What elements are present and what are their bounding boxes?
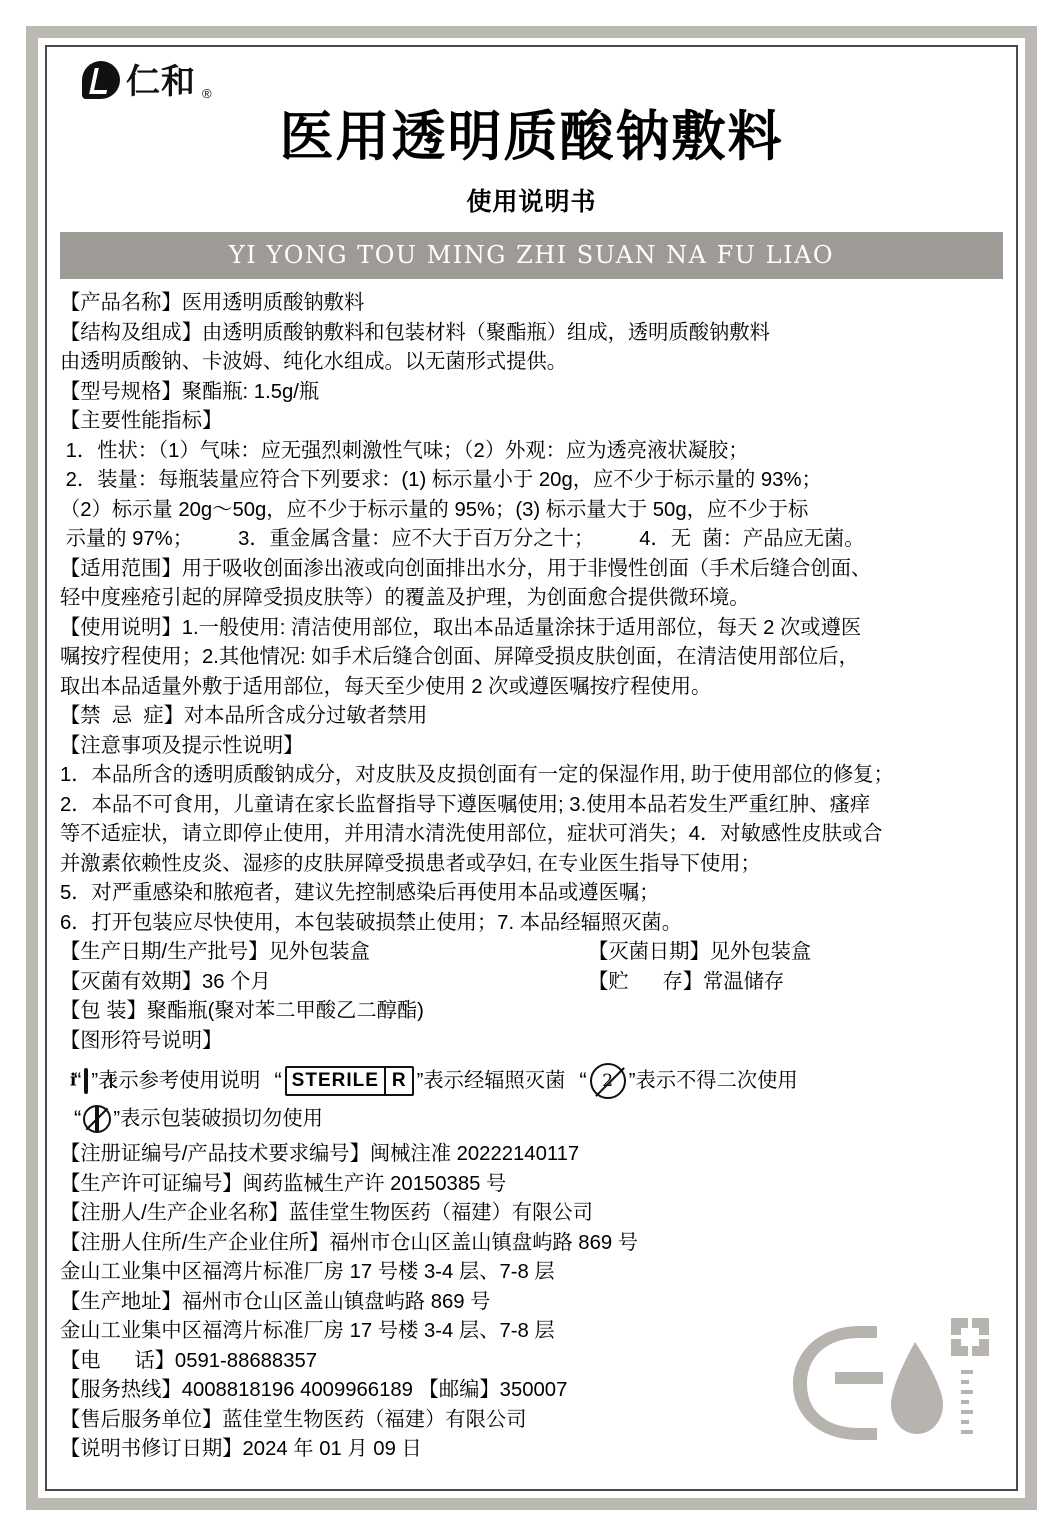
validity-row [60,968,1003,998]
scope-line-2: 轻中度痤疮引起的屏障受损皮肤等）的覆盖及护理，为创面愈合提供微环境。 [60,587,750,609]
registered-mark: ® [202,86,212,101]
sterile-r-letter: R [384,1068,412,1094]
composition-line-2: 由透明质酸钠、卡波姆、纯化水组成。以无菌形式提供。 [60,351,568,373]
notes-line-3: 等不适症状，请立即停止使用，并用清水清洗使用部位，症状可消失；4．对敏感性皮肤或合 [60,823,883,845]
performance-heading: 【主要性能指标】 [60,410,223,432]
performance-line-1: 1．性状：（1）气味：应无强烈刺激性气味；（2）外观：应为透亮液状凝胶； [60,439,749,462]
performance-line-2: 2．装量：每瓶装量应符合下列要求：(1) 标示量小于 20g，应不少于标示量的 93%； [60,469,822,491]
sterile-validity-line: 【灭菌有效期】36 个月 [60,970,271,993]
brand-logo [82,61,212,102]
leaflet-body [60,289,1003,1056]
revision-date-line: 【说明书修订日期】2024 年 01 月 09 日 [60,1438,422,1460]
date-row [60,938,1003,968]
damaged-package-icon [95,1106,99,1132]
sterilization-date-line: 【灭菌日期】见外包装盒 [588,941,812,963]
pinyin-banner: YI YONG TOU MING ZHI SUAN NA FU LIAO [60,232,1003,279]
composition-line-1: 【结构及组成】由透明质酸钠敷料和包装材料（聚酯瓶）组成，透明质酸钠敷料 [60,321,770,344]
brand-logo-row [60,56,1003,104]
hotline-line: 【服务热线】4008818196 4009966189 【邮编】350007 [60,1379,568,1401]
notes-line-4: 并激素依赖性皮炎、湿疹的皮肤屏障受损患者或孕妇, 在专业医生指导下使用； [60,852,761,875]
spec-line: 【型号规格】聚酯瓶: 1.5g/瓶 [60,380,320,403]
quote-open-1: “ [74,1068,82,1093]
quote-open-4: “ [74,1106,82,1131]
performance-line-3: （2）标示量 20g～50g，应不少于标示量的 95%；(3) 标示量大于 50g，应不少于标 [60,498,809,521]
address-line-1: 【注册人住所/生产企业住所】福州市仓山区盖山镇盘屿路 869 号 [60,1231,639,1254]
quote-open-3: “ [579,1068,587,1093]
symbol-ifu-label: ”表示参考使用说明 [91,1070,261,1092]
production-date-line: 【生产日期/生产批号】见外包装盒 [60,941,370,963]
license-number-line: 【生产许可证编号】闽药监械生产许 20150385 号 [60,1172,507,1195]
quote-open-2: “ [274,1068,282,1093]
symbol-row-1 [60,1063,1003,1099]
packaging-line: 【包 装】聚酯瓶(聚对苯二甲酸乙二醇酯) [60,1000,424,1022]
product-name-line: 【产品名称】医用透明质酸钠敷料 [60,292,365,314]
storage-line: 【贮 存】常温储存 [588,970,785,993]
symbol-single-use-label: ”表示不得二次使用 [628,1070,798,1092]
contraindication-line: 【禁 忌 症】对本品所含成分过敏者禁用 [60,705,428,727]
address-line-2: 金山工业集中区福湾片标准厂房 17 号楼 3-4 层、7-8 层 [60,1261,555,1283]
notes-heading: 【注意事项及提示性说明】 [60,734,304,757]
leaflet-content [60,56,1003,1480]
notes-line-6: 6．打开包装应尽快使用，本包装破损禁止使用；7. 本品经辐照灭菌。 [60,911,682,934]
performance-line-4: 示量的 97%； 3．重金属含量：应不大于百万分之十； 4．无 菌：产品应无菌。 [60,528,865,550]
usage-line-2: 嘱按疗程使用；2.其他情况: 如手术后缝合创面、屏障受损皮肤创面，在清洁使用部位后， [60,646,859,668]
usage-line-1: 【使用说明】1.一般使用: 清洁使用部位，取出本品适量涂抹于适用部位，每天 2 次或遵医 [60,616,862,639]
registration-number-line: 【注册证编号/产品技术要求编号】闽械注准 20222140117 [60,1143,580,1165]
registrant-line: 【注册人/生产企业名称】蓝佳堂生物医药（福建）有限公司 [60,1202,593,1224]
notes-line-2: 2．本品不可食用，儿童请在家长监督指导下遵医嘱使用; 3.使用本品若发生严重红肿、瘙痒 [60,793,871,816]
page-title: 医用透明质酸钠敷料 [279,107,784,167]
sterile-radiation-icon [285,1066,414,1096]
regulatory-block [60,1140,1003,1465]
do-not-reuse-number: 2 [590,1063,626,1099]
after-sales-line: 【售后服务单位】蓝佳堂生物医药（福建）有限公司 [60,1408,527,1431]
usage-line-3: 取出本品适量外敷于适用部位，每天至少使用 2 次或遵医嘱按疗程使用。 [60,675,712,698]
scope-line-1: 【适用范围】用于吸收创面渗出液或向创面排出水分，用于非慢性创面（手术后缝合创面、 [60,557,872,580]
notes-line-5: 5．对严重感染和脓疱者，建议先控制感染后再使用本品或遵医嘱； [60,882,660,904]
symbols-heading: 【图形符号说明】 [60,1029,223,1052]
brand-name: 仁和 [126,62,196,102]
symbol-damage-label: ”表示包装破损切勿使用 [113,1108,323,1130]
page-subtitle: 使用说明书 [466,188,597,216]
do-not-reuse-icon [590,1063,626,1099]
instructions-for-use-icon [84,1068,88,1094]
symbol-row-2 [60,1106,1003,1132]
renhe-logo-icon [82,61,120,99]
sterile-word: STERILE [291,1070,379,1091]
notes-line-1: 1．本品所含的透明质酸钠成分，对皮肤及皮损创面有一定的保湿作用, 助于使用部位的修复； [60,764,894,786]
symbol-sterile-label: ”表示经辐照灭菌 [416,1070,566,1092]
factory-address-line-1: 【生产地址】福州市仓山区盖山镇盘屿路 869 号 [60,1290,491,1313]
phone-line: 【电 话】0591-88688357 [60,1349,318,1372]
factory-address-line-2: 金山工业集中区福湾片标准厂房 17 号楼 3-4 层、7-8 层 [60,1320,555,1342]
